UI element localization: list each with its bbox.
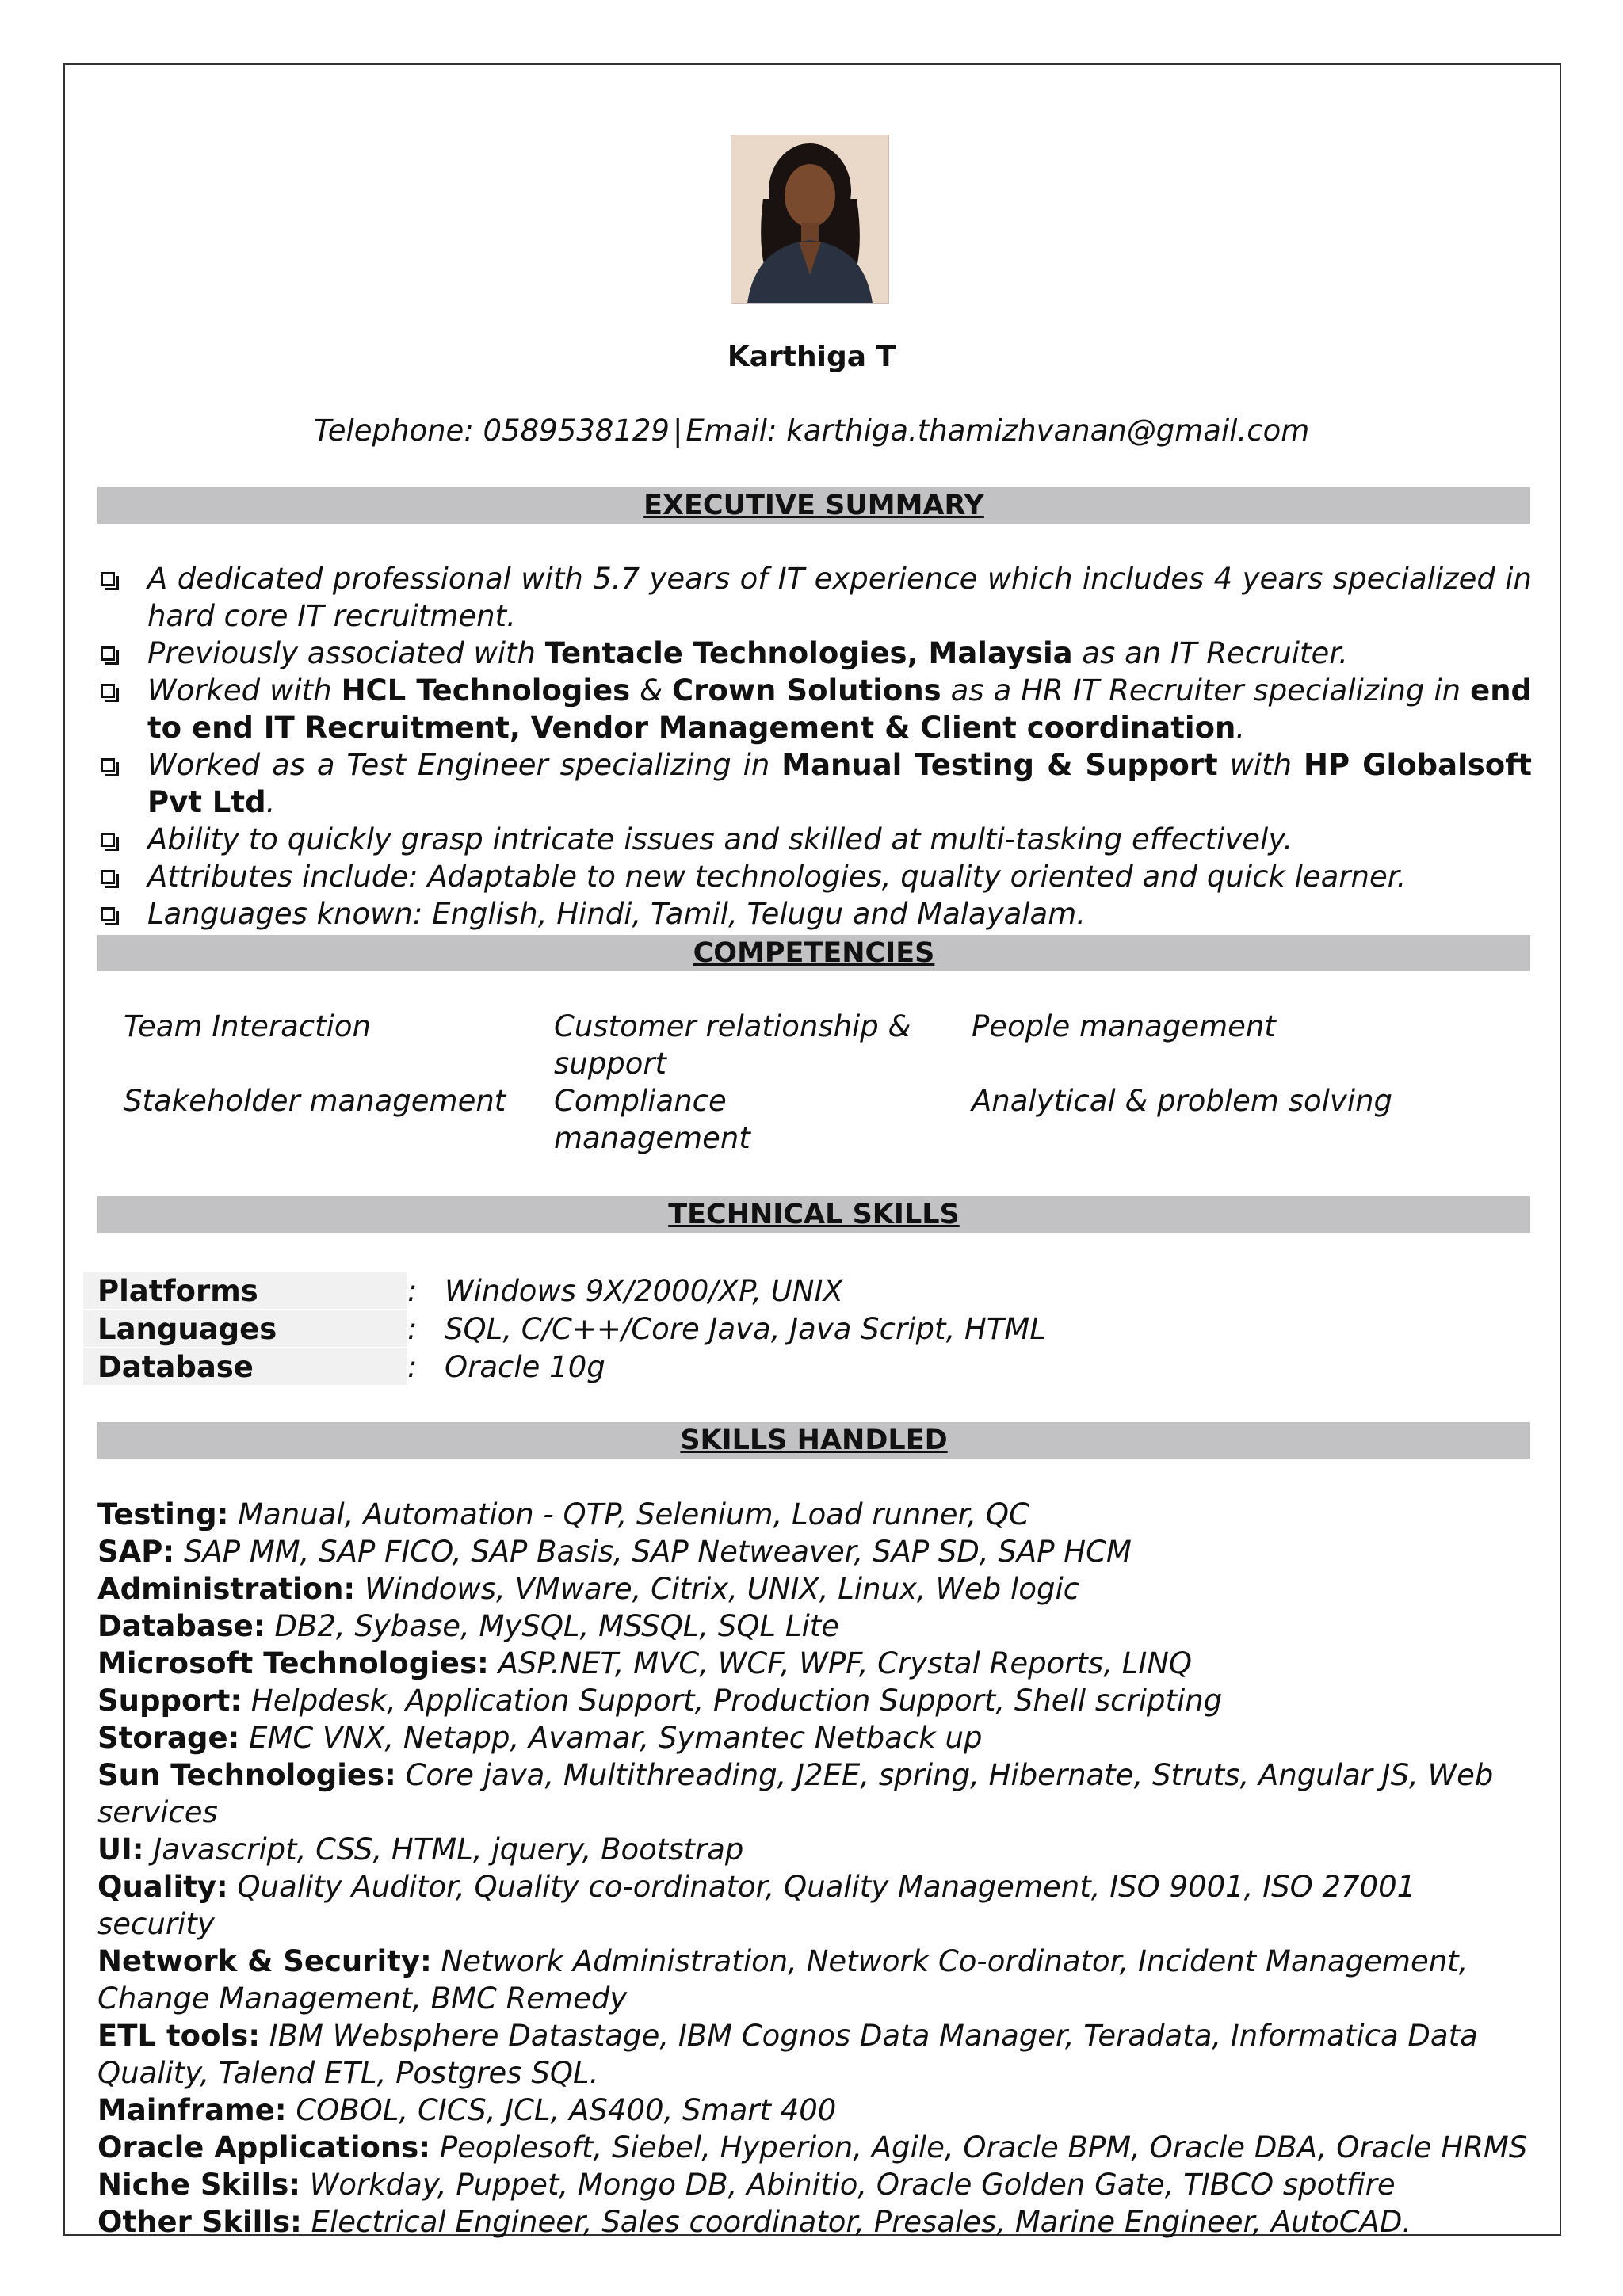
list-item: Ability to quickly grasp intricate issues and skilled at multi-tasking effectively. bbox=[97, 821, 1532, 858]
skill-administration: Administration: Windows, VMware, Citrix, UNIX, Linux, Web logic bbox=[97, 1572, 1080, 1606]
platforms-value: Windows 9X/2000/XP, UNIX bbox=[445, 1274, 843, 1308]
languages-value: SQL, C/C++/Core Java, Java Script, HTML bbox=[445, 1312, 1046, 1346]
skill-support: Support: Helpdesk, Application Support, Production Support, Shell scripting bbox=[97, 1684, 1223, 1718]
platforms-label: Platforms bbox=[83, 1272, 407, 1309]
languages-label: Languages bbox=[83, 1310, 407, 1347]
checkbox-bullet-icon bbox=[101, 870, 115, 884]
skill-niche: Niche Skills: Workday, Puppet, Mongo DB, Abinitio, Oracle Golden Gate, TIBCO spotfire bbox=[97, 2168, 1396, 2202]
colon: : bbox=[407, 1274, 418, 1308]
competency-people-management: People management bbox=[972, 1009, 1276, 1043]
section-header-technical-skills: TECHNICAL SKILLS bbox=[97, 1196, 1530, 1233]
skill-testing: Testing: Manual, Automation - QTP, Selenium, Load runner, QC bbox=[97, 1497, 1029, 1531]
checkbox-bullet-icon bbox=[101, 646, 115, 661]
skill-quality: Quality: Quality Auditor, Quality co-ordinator, Quality Management, ISO 9001, ISO 27001 security bbox=[97, 1870, 1416, 1941]
phone-text: Telephone: 0589538129 bbox=[313, 414, 670, 448]
competency-compliance-management: Compliance management bbox=[554, 1084, 750, 1155]
list-item: Previously associated with Tentacle Technologies, Malaysia as an IT Recruiter. bbox=[97, 635, 1532, 672]
list-item: Languages known: English, Hindi, Tamil, Telugu and Malayalam. bbox=[97, 895, 1532, 933]
email-link[interactable]: Email: karthiga.thamizhvanan@gmail.com bbox=[685, 414, 1310, 448]
list-item: Worked as a Test Engineer specializing in Manual Testing & Support with HP Globalsoft Pvt Ltd. bbox=[97, 746, 1532, 821]
skill-microsoft: Microsoft Technologies: ASP.NET, MVC, WCF, WPF, Crystal Reports, LINQ bbox=[97, 1646, 1193, 1680]
checkbox-bullet-icon bbox=[101, 907, 115, 921]
skill-network-security: Network & Security: Network Administration, Network Co-ordinator, Incident Management, Change Management, BMC Remedy bbox=[97, 1944, 1468, 2016]
colon: : bbox=[407, 1312, 418, 1346]
list-item: Worked with HCL Technologies & Crown Solutions as a HR IT Recruiter specializing in end to end IT Recruitment, Vendor Management & Client coordination. bbox=[97, 672, 1532, 746]
checkbox-bullet-icon bbox=[101, 572, 115, 586]
colon: : bbox=[407, 1350, 418, 1384]
competency-analytical: Analytical & problem solving bbox=[972, 1084, 1393, 1118]
skill-ui: UI: Javascript, CSS, HTML, jquery, Bootstrap bbox=[97, 1833, 744, 1867]
checkbox-bullet-icon bbox=[101, 833, 115, 847]
candidate-name: Karthiga T bbox=[727, 341, 896, 373]
skill-sun-technologies: Sun Technologies: Core java, Multithreading, J2EE, spring, Hibernate, Struts, Angular JS, Web services bbox=[97, 1758, 1494, 1829]
checkbox-bullet-icon bbox=[101, 758, 115, 772]
profile-photo bbox=[731, 135, 889, 304]
skill-etl-tools: ETL tools: IBM Websphere Datastage, IBM Cognos Data Manager, Teradata, Informatica Data Quality, Talend ETL, Postgres SQL. bbox=[97, 2019, 1478, 2090]
skill-database: Database: DB2, Sybase, MySQL, MSSQL, SQL Lite bbox=[97, 1609, 840, 1643]
skills-handled-list bbox=[97, 1496, 1532, 2241]
competency-team-interaction: Team Interaction bbox=[124, 1009, 372, 1043]
database-label: Database bbox=[83, 1348, 407, 1385]
database-value: Oracle 10g bbox=[445, 1350, 605, 1384]
competency-customer-relationship: Customer relationship & support bbox=[554, 1009, 911, 1081]
summary-list bbox=[97, 560, 1532, 933]
skill-storage: Storage: EMC VNX, Netapp, Avamar, Symantec Netback up bbox=[97, 1721, 983, 1755]
competency-stakeholder-management: Stakeholder management bbox=[124, 1084, 506, 1118]
skill-mainframe: Mainframe: COBOL, CICS, JCL, AS400, Smart 400 bbox=[97, 2093, 837, 2127]
contact-line bbox=[0, 414, 1623, 448]
checkbox-bullet-icon bbox=[101, 684, 115, 698]
list-item: A dedicated professional with 5.7 years of IT experience which includes 4 years specialized in hard core IT recruitment. bbox=[97, 560, 1532, 635]
section-header-skills-handled: SKILLS HANDLED bbox=[97, 1422, 1530, 1459]
list-item: Attributes include: Adaptable to new technologies, quality oriented and quick learner. bbox=[97, 858, 1532, 895]
skill-sap: SAP: SAP MM, SAP FICO, SAP Basis, SAP Netweaver, SAP SD, SAP HCM bbox=[97, 1535, 1132, 1569]
section-header-competencies: COMPETENCIES bbox=[97, 935, 1530, 971]
section-header-executive-summary: EXECUTIVE SUMMARY bbox=[97, 487, 1530, 524]
contact-separator: | bbox=[672, 414, 683, 448]
skill-other: Other Skills: Electrical Engineer, Sales coordinator, Presales, Marine Engineer, AutoCAD. bbox=[97, 2205, 1412, 2239]
skill-oracle-applications: Oracle Applications: Peoplesoft, Siebel, Hyperion, Agile, Oracle BPM, Oracle DBA, Oracle HRMS bbox=[97, 2130, 1528, 2164]
